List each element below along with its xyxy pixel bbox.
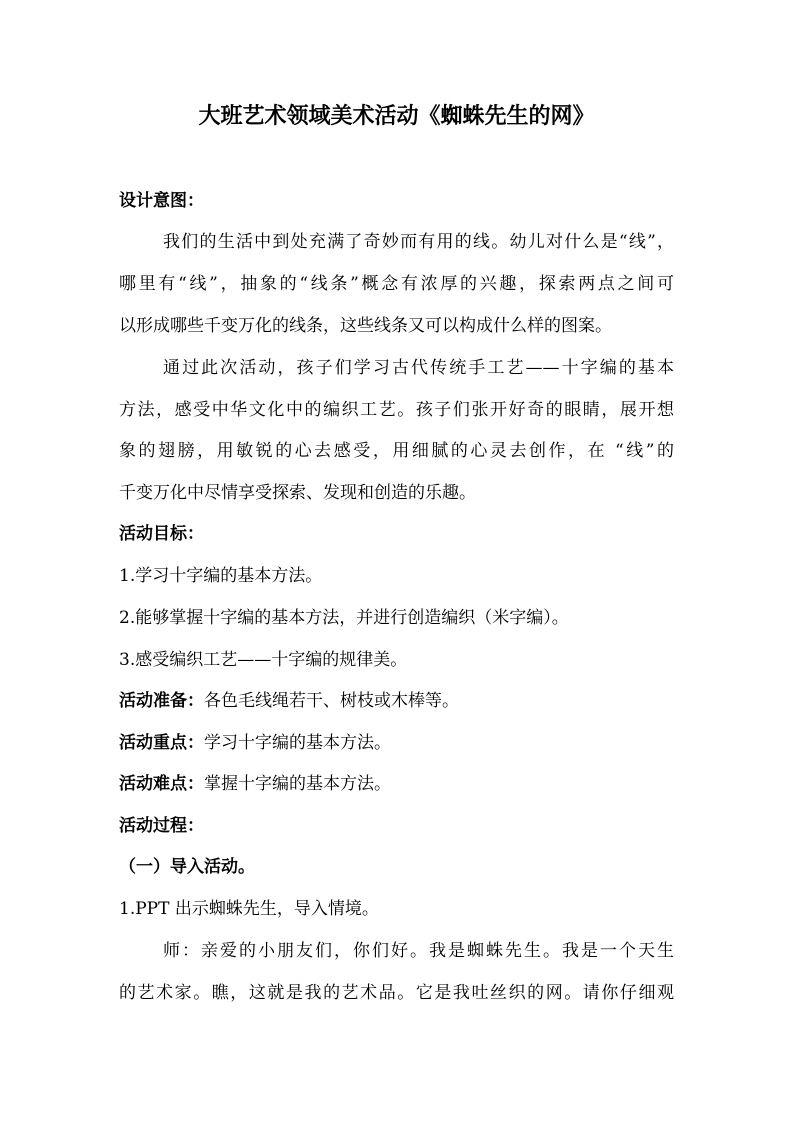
- goal-item-1: 1.学习十字编的基本方法。: [119, 566, 323, 586]
- key-point-line: [119, 730, 391, 756]
- prep-line: [119, 688, 459, 714]
- design-para2-line1: 通过此次活动，孩子们学习古代传统手工艺——十字编的基本: [163, 358, 674, 378]
- design-para1-line1: 我们的生活中到处充满了奇妙而有用的线。幼儿对什么是“线”，: [163, 232, 674, 252]
- difficulty-label: 活动难点：: [119, 774, 204, 794]
- goal-item-2: 2.能够掌握十字编的基本方法，并进行创造编织（米字编）。: [119, 608, 569, 628]
- design-heading: 设计意图：: [119, 191, 204, 211]
- design-para2-line3: 象的翅膀，用敏锐的心去感受，用细腻的心灵去创作，在 “线”的: [119, 441, 674, 461]
- difficulty-line: [119, 771, 391, 797]
- key-point-text: 学习十字编的基本方法。: [204, 733, 391, 753]
- goals-heading: 活动目标：: [119, 524, 204, 544]
- teacher-line-2: 的艺术家。瞧，这就是我的艺术品。它是我吐丝织的网。请你仔细观: [119, 983, 674, 1003]
- process-section-1: （一）导入活动。: [119, 857, 255, 877]
- process-heading: 活动过程：: [119, 816, 204, 836]
- key-point-label: 活动重点：: [119, 733, 204, 753]
- teacher-line-1: 师：亲爱的小朋友们，你们好。我是蜘蛛先生。我是一个天生: [163, 941, 674, 961]
- prep-text: 各色毛线绳若干、树枝或木棒等。: [204, 691, 459, 711]
- difficulty-text: 掌握十字编的基本方法。: [204, 774, 391, 794]
- design-para2-line2: 方法，感受中华文化中的编织工艺。孩子们张开好奇的眼睛，展开想: [119, 400, 674, 420]
- process-step-1: 1.PPT 出示蜘蛛先生，导入情境。: [119, 899, 379, 919]
- document-title: 大班艺术领域美术活动《蜘蛛先生的网》: [198, 103, 595, 129]
- goal-item-3: 3.感受编织工艺——十字编的规律美。: [119, 650, 408, 670]
- design-para1-line3: 以形成哪些千变万化的线条，这些线条又可以构成什么样的图案。: [119, 316, 612, 336]
- design-para2-line4: 千变万化中尽情享受探索、发现和创造的乐趣。: [119, 483, 476, 503]
- design-para1-line2: 哪里有“线”，抽象的“线条”概念有浓厚的兴趣，探索两点之间可: [119, 274, 674, 294]
- prep-label: 活动准备：: [119, 691, 204, 711]
